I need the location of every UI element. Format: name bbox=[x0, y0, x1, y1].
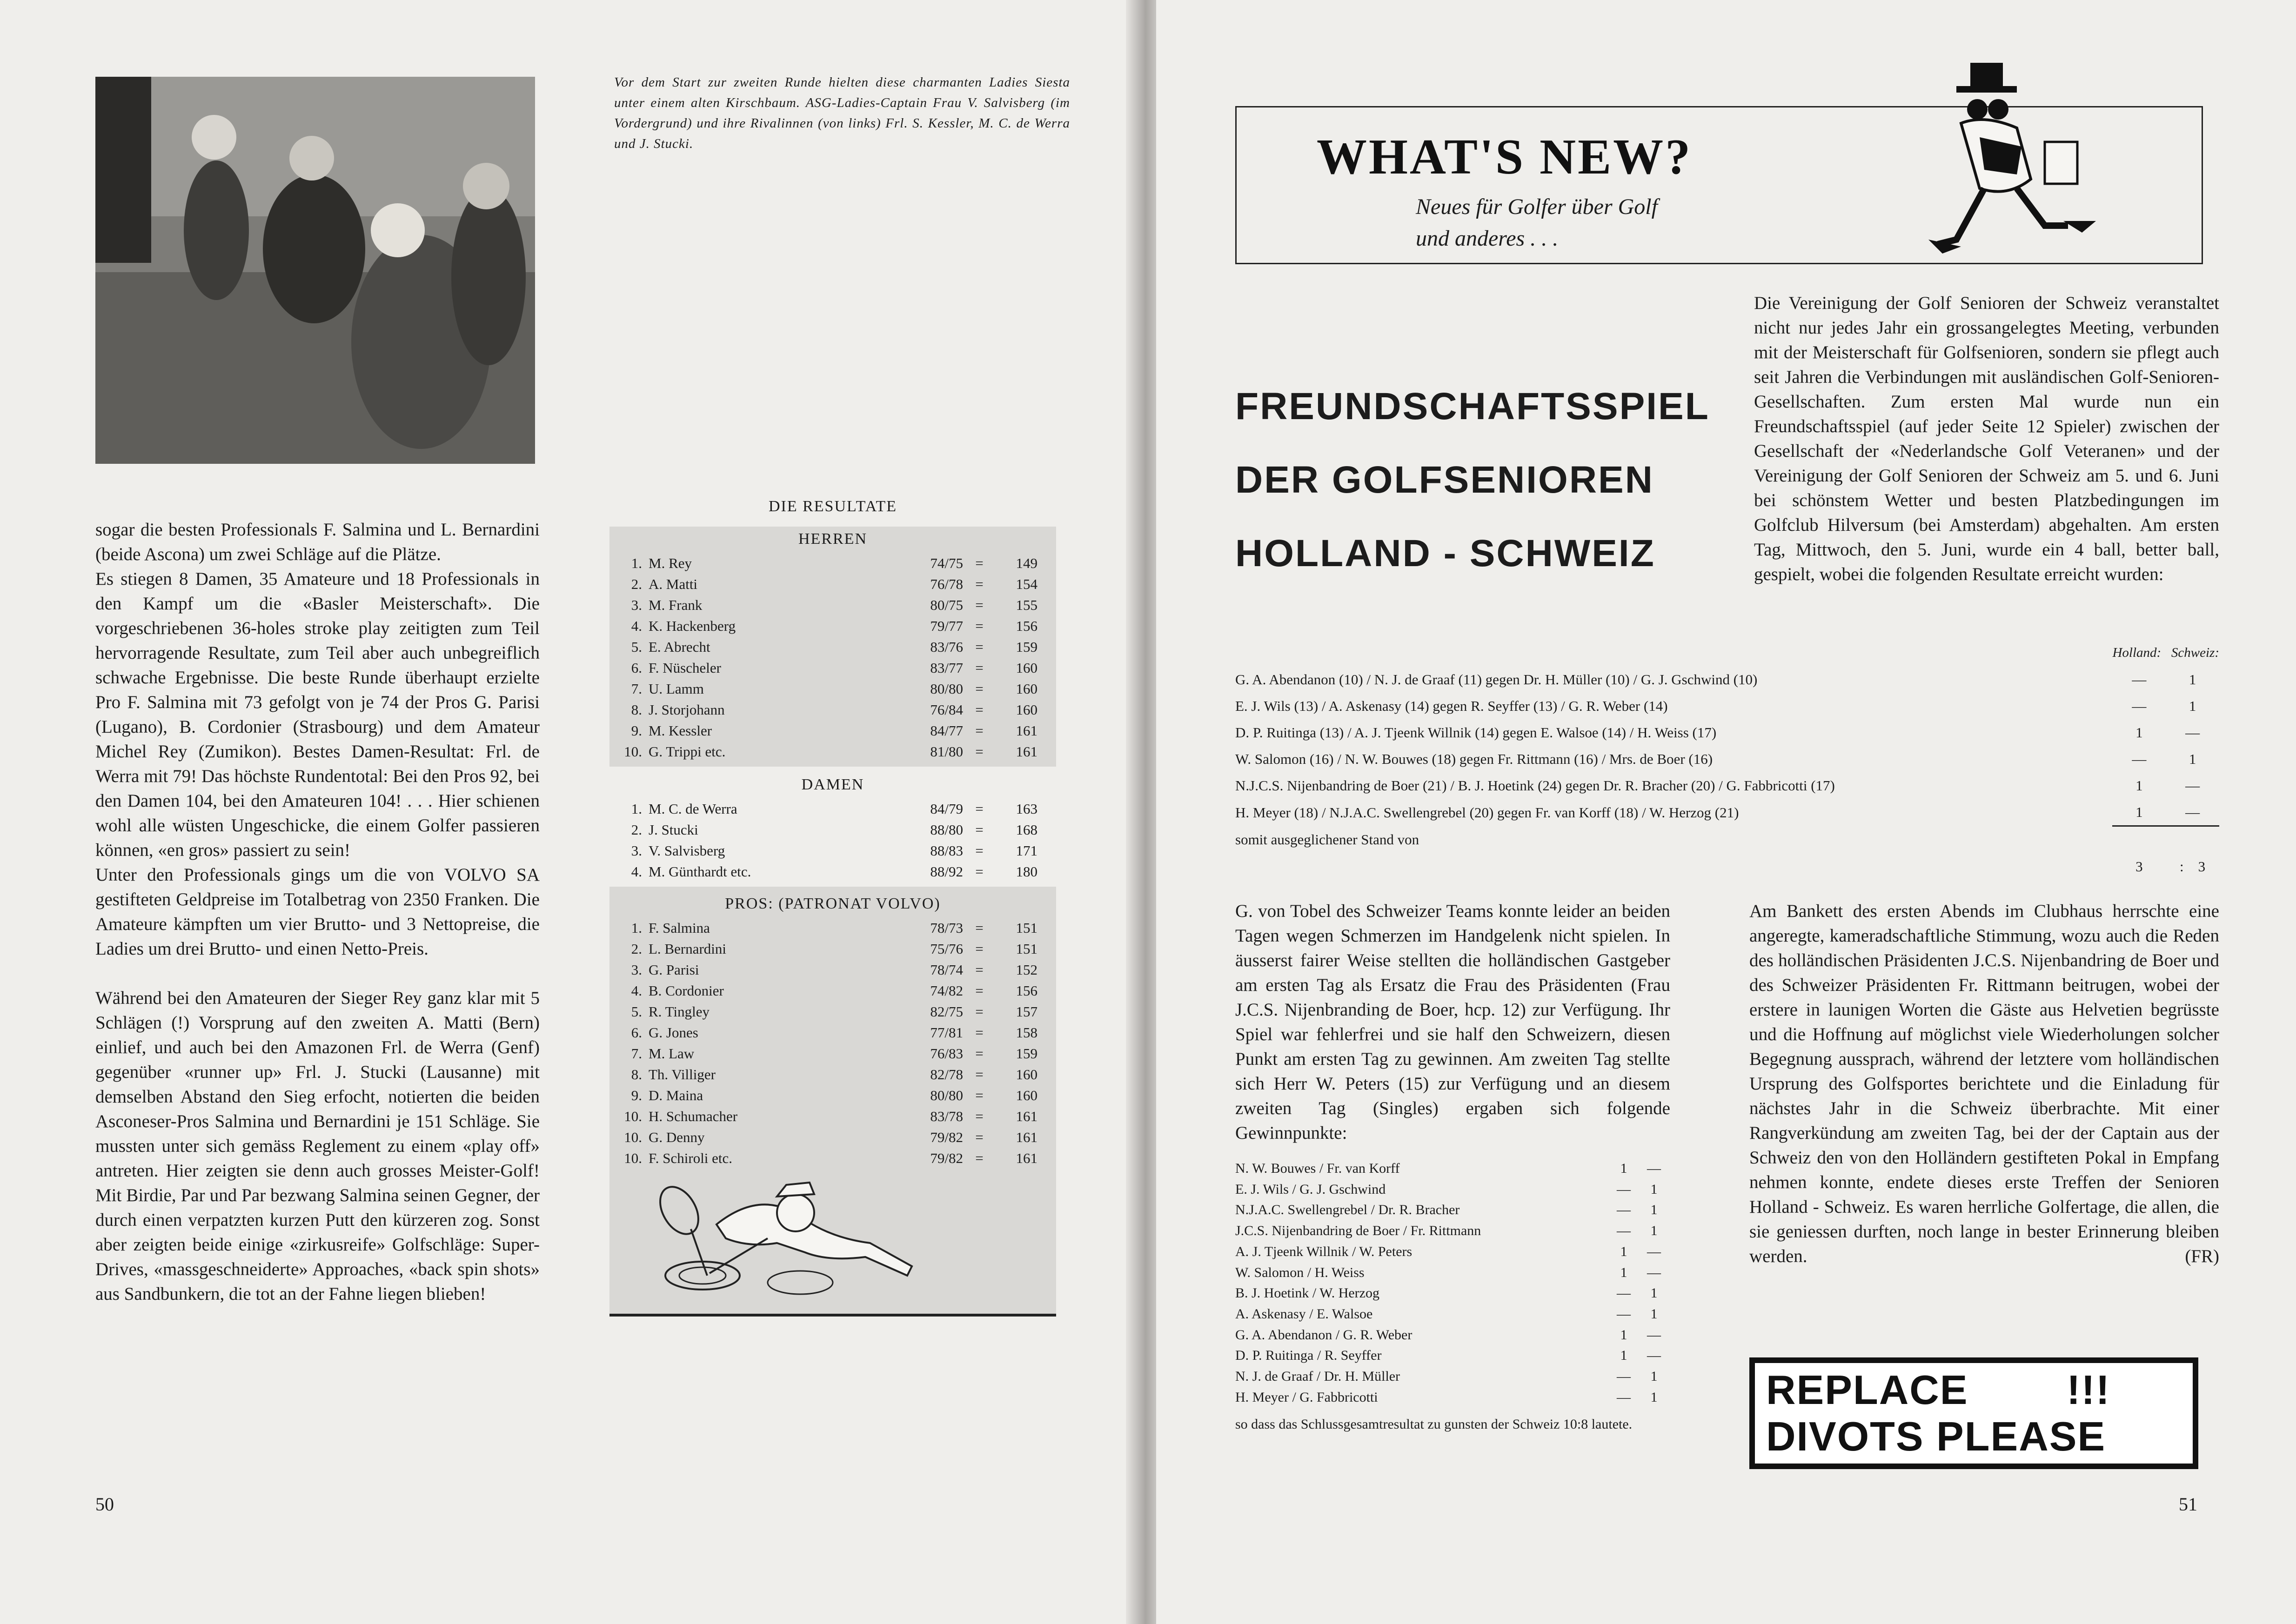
match-pairing: B. J. Hoetink / W. Herzog bbox=[1235, 1285, 1379, 1301]
damen-title: DAMEN bbox=[801, 776, 864, 793]
result-row bbox=[609, 720, 1056, 741]
result-equals: = bbox=[975, 1066, 984, 1083]
result-rank: 5. bbox=[631, 1003, 642, 1020]
match-pairing: A. J. Tjeenk Willnik / W. Peters bbox=[1235, 1243, 1412, 1259]
result-equals: = bbox=[975, 597, 984, 613]
result-equals: = bbox=[975, 555, 984, 571]
standing-row bbox=[1235, 826, 2219, 854]
result-rank: 3. bbox=[631, 597, 642, 613]
result-rank: 2. bbox=[631, 941, 642, 957]
result-scores: 83/78 bbox=[930, 1108, 963, 1124]
match-row bbox=[1235, 1325, 1670, 1346]
match-row bbox=[1235, 772, 2219, 799]
article-paragraph: Unter den Professionals gings um die von VOLVO SA gestifteten Geldpreise im Totalbetrag von 2350 Franken. Die Amateure kämpften um vier Brutto- und 3 Nettopreise, die Ladies um drei Brutto- und einen Netto-Preis. bbox=[95, 865, 540, 959]
result-row bbox=[609, 615, 1056, 636]
result-rank: 8. bbox=[631, 702, 642, 718]
holland-point: — bbox=[2132, 671, 2147, 688]
result-equals: = bbox=[975, 1087, 984, 1103]
replace-divots-box bbox=[1749, 1357, 2198, 1469]
result-rank: 8. bbox=[631, 1066, 642, 1083]
match-pairing: A. Askenasy / E. Walsoe bbox=[1235, 1306, 1373, 1322]
result-rank: 1. bbox=[631, 801, 642, 817]
golfer-putting-icon bbox=[609, 1169, 1056, 1308]
result-equals: = bbox=[975, 1129, 984, 1145]
replace-line-1: REPLACE !!! bbox=[1766, 1367, 2110, 1413]
result-total: 161 bbox=[1016, 1150, 1038, 1166]
result-row bbox=[609, 980, 1056, 1001]
result-total: 160 bbox=[1016, 1066, 1038, 1083]
schweiz-point: 1 bbox=[2189, 698, 2196, 714]
result-total: 149 bbox=[1016, 555, 1038, 571]
schweiz-point: 1 bbox=[1650, 1389, 1658, 1405]
result-total: 156 bbox=[1016, 982, 1038, 999]
holland-point: — bbox=[1617, 1285, 1631, 1301]
result-rank: 7. bbox=[631, 1045, 642, 1062]
results-section bbox=[609, 498, 1056, 1317]
left-page bbox=[0, 0, 1135, 1624]
result-rank: 10. bbox=[624, 1108, 642, 1124]
result-total: 156 bbox=[1016, 618, 1038, 634]
match-row bbox=[1235, 1304, 1670, 1325]
result-scores: 79/82 bbox=[930, 1129, 963, 1145]
result-name: Th. Villiger bbox=[649, 1066, 716, 1083]
result-equals: = bbox=[975, 941, 984, 957]
result-row bbox=[609, 819, 1056, 840]
match-row bbox=[1235, 1200, 1670, 1221]
result-name: F. Nüscheler bbox=[649, 660, 721, 676]
headline-line: FREUNDSCHAFTSSPIEL bbox=[1235, 385, 1710, 428]
schweiz-point: 1 bbox=[1650, 1285, 1658, 1301]
holland-point: 1 bbox=[2135, 804, 2143, 820]
holland-header: Holland: bbox=[2112, 645, 2162, 660]
headline-line: HOLLAND - SCHWEIZ bbox=[1235, 532, 1655, 575]
match-row bbox=[1235, 1221, 1670, 1242]
page-number: 50 bbox=[95, 1494, 114, 1515]
schweiz-point: 1 bbox=[2189, 751, 2196, 767]
result-scores: 82/75 bbox=[930, 1003, 963, 1020]
match-pairing: W. Salomon (16) / N. W. Bouwes (18) gegen Fr. Rittmann (16) / Mrs. de Boer (16) bbox=[1235, 751, 1713, 767]
result-row bbox=[609, 595, 1056, 615]
result-name: M. C. de Werra bbox=[649, 801, 737, 817]
binocular-man-cartoon bbox=[1928, 58, 2133, 281]
match-pairing: D. P. Ruitinga / R. Seyffer bbox=[1235, 1348, 1382, 1363]
pros-title: PROS: (PATRONAT VOLVO) bbox=[725, 895, 941, 912]
schweiz-header: Schweiz: bbox=[2171, 645, 2219, 660]
result-row bbox=[609, 657, 1056, 678]
result-name: G. Parisi bbox=[649, 962, 699, 978]
herren-block bbox=[609, 527, 1056, 767]
damen-block bbox=[609, 767, 1056, 887]
bankett-text bbox=[1749, 899, 2219, 1269]
holland-point: 1 bbox=[1620, 1327, 1627, 1343]
result-total: 160 bbox=[1016, 660, 1038, 676]
result-equals: = bbox=[975, 660, 984, 676]
match-pairing: G. A. Abendanon (10) / N. J. de Graaf (11) gegen Dr. H. Müller (10) / G. J. Gschwind (10) bbox=[1235, 671, 1758, 688]
schweiz-point: 1 bbox=[2189, 671, 2196, 688]
result-row bbox=[609, 1022, 1056, 1043]
result-rank: 4. bbox=[631, 982, 642, 999]
result-scores: 88/92 bbox=[930, 863, 963, 880]
result-name: G. Denny bbox=[649, 1129, 705, 1145]
result-row bbox=[609, 917, 1056, 938]
result-row bbox=[609, 1127, 1056, 1148]
result-name: A. Matti bbox=[649, 576, 698, 592]
match-row bbox=[1235, 719, 2219, 746]
results-title: DIE RESULTATE bbox=[768, 498, 897, 515]
ladies-photo bbox=[95, 77, 535, 464]
result-name: M. Rey bbox=[649, 555, 692, 571]
result-scores: 80/75 bbox=[930, 597, 963, 613]
result-total: 159 bbox=[1016, 1045, 1038, 1062]
schweiz-point: — bbox=[1647, 1161, 1661, 1176]
result-name: R. Tingley bbox=[649, 1003, 710, 1020]
match-row bbox=[1235, 1366, 1670, 1387]
binocular-man-icon bbox=[1928, 58, 2133, 281]
result-total: 159 bbox=[1016, 639, 1038, 655]
result-row bbox=[609, 938, 1056, 959]
schweiz-point: 1 bbox=[1650, 1181, 1658, 1197]
result-scores: 88/80 bbox=[930, 822, 963, 838]
result-rank: 2. bbox=[631, 576, 642, 592]
result-name: H. Schumacher bbox=[649, 1108, 738, 1124]
pros-block bbox=[609, 887, 1056, 1314]
result-scores: 84/79 bbox=[930, 801, 963, 817]
match-pairing: E. J. Wils (13) / A. Askenasy (14) gegen R. Seyffer (13) / G. R. Weber (14) bbox=[1235, 698, 1668, 714]
result-total: 180 bbox=[1016, 863, 1038, 880]
result-row bbox=[609, 1085, 1056, 1106]
result-rank: 7. bbox=[631, 681, 642, 697]
holland-point: 1 bbox=[2135, 724, 2143, 741]
result-scores: 76/78 bbox=[930, 576, 963, 592]
article-paragraph: Während bei den Amateuren der Sieger Rey ganz klar mit 5 Schlägen (!) Vorsprung auf den zweiten A. Matti (Bern) einlief, und auch bei den Amazonen Frl. de Werra (Genf) gegenüber «runner up» Frl. J. Stucki (Lausanne) mit demselben Abstand den Sieg erfocht, notierten die beiden Asconeser-Pros Salmina und Bernardini je 151 Schläge. Sie mussten unter sich gemäss Reglement zu einem «play off» antreten. Hier zeigten sie denn auch grosses Meister-Golf! Mit Birdie, Par und Par bezwang Salmina seinen Gegner, der durch einen verpatzten kurzen Putt den kürzeren zog. Sonst aber zeigten beide einige «zirkusreife» Golfschläge: Super-Drives, «massgeschneiderte» Approaches, «back spin shots» aus Sandbunkern, die tot an der Fahne liegen blieben! bbox=[95, 988, 540, 1304]
result-rank: 1. bbox=[631, 920, 642, 936]
result-scores: 80/80 bbox=[930, 1087, 963, 1103]
result-name: J. Stucki bbox=[649, 822, 698, 838]
herren-title: HERREN bbox=[798, 530, 867, 548]
schweiz-point: 1 bbox=[1650, 1223, 1658, 1239]
singles-results bbox=[1235, 1158, 1670, 1435]
result-equals: = bbox=[975, 1003, 984, 1020]
result-rank: 3. bbox=[631, 842, 642, 859]
result-scores: 76/83 bbox=[930, 1045, 963, 1062]
result-name: G. Jones bbox=[649, 1024, 698, 1041]
match-pairing: W. Salomon / H. Weiss bbox=[1235, 1264, 1365, 1280]
holland-point: — bbox=[1617, 1389, 1631, 1405]
match-row bbox=[1235, 1387, 1670, 1408]
result-equals: = bbox=[975, 863, 984, 880]
result-row bbox=[609, 636, 1056, 657]
match-pairing: N. J. de Graaf / Dr. H. Müller bbox=[1235, 1369, 1400, 1384]
holland-schweiz-header bbox=[2112, 640, 2219, 666]
schweiz-point: — bbox=[2185, 724, 2200, 741]
standing-separator: : bbox=[2180, 858, 2184, 875]
result-rank: 9. bbox=[631, 1087, 642, 1103]
intro-text: Die Vereinigung der Golf Senioren der Schweiz veranstaltet nicht nur jedes Jahr ein grossangelegtes Meeting, verbunden mit der Meisterschaft für Golfsenioren, sondern sie pflegt auch seit Jahren die Verbindungen mit ausländischen Golf-Senioren-Gesellschaften. Zum ersten Mal wurde nun ein Freundschaftsspiel (auf jeder Seite 12 Spieler) zwischen der Gesellschaft der «Nederlandsche Golf Veteranen» und der Vereinigung der Golf Senioren der Schweiz am 5. und 6. Juni bei schönstem Wetter und besten Platzbedingungen im Golfclub Hilversum (bei Amsterdam) abgehalten. Am ersten Tag, Mittwoch, den 5. Juni, wurde ein 4 ball, better ball, gespielt, wobei die folgenden Resultate erreicht wurden: bbox=[1754, 293, 2219, 584]
result-row bbox=[609, 1106, 1056, 1127]
result-rank: 5. bbox=[631, 639, 642, 655]
result-scores: 74/75 bbox=[930, 555, 963, 571]
result-name: M. Frank bbox=[649, 597, 703, 613]
result-name: U. Lamm bbox=[649, 681, 704, 697]
article-headline bbox=[1235, 370, 1710, 590]
result-equals: = bbox=[975, 920, 984, 936]
result-total: 161 bbox=[1016, 743, 1038, 760]
article-paragraph: Es stiegen 8 Damen, 35 Amateure und 18 Professionals in den Kampf um die «Basler Meisterschaft». Die vorgeschriebenen 36-holes stroke play zeitigten zum Teil hervorragende Resultate, zum Teil aber auch unbegreiflich schwache Ergebnisse. Die beste Runde überhaupt erzielte Pro F. Salmina mit 73 gefolgt von je 74 der Pros G. Parisi (Lugano), B. Cordonier (Strasbourg) und dem Amateur Michel Rey (Zumikon). Bestes Damen-Resultat: Frl. de Werra mit 79! Das höchste Rundentotal: Bei den Pros 92, bei den Damen 104, bei den Amateuren 104! . . . Hier schienen wohl alle wüsten Ungeschicke, die einem Golfer passieren können, «en gros» passiert zu sein! bbox=[95, 569, 540, 860]
result-scores: 84/77 bbox=[930, 722, 963, 739]
holland-point: — bbox=[1617, 1369, 1631, 1384]
result-row bbox=[609, 553, 1056, 574]
result-total: 151 bbox=[1016, 920, 1038, 936]
result-equals: = bbox=[975, 639, 984, 655]
match-pairing: N.J.A.C. Swellengrebel / Dr. R. Bracher bbox=[1235, 1202, 1460, 1218]
bankett-paragraph: Am Bankett des ersten Abends im Clubhaus herrschte eine angeregte, kameradschaftliche Stimmung, wozu auch die Reden des holländischen Präsidenten J.C.S. Nijenbandring de Boer und des Schweizer Präsidenten Fr. Rittmann beitrugen, wobei der erstere in launigen Worten die Gäste aus Helvetien begrüsste und die Hoffnung auf möglichst viele Wiederholungen solcher Begegnung aussprach, während der letztere vom holländischen Ursprung des Golfsportes berichtete und die Einladung für nächstes Jahr in die Schweiz überbrachte. Mit einer Rangverkündung am zweiten Tag, bei der der Captain aus der Schweiz den von den Holländern gestifteten Pokal in Empfang nehmen konnte, endete dieses erste Treffen der Senioren Holland - Schweiz. Es waren herrliche Golfertage, die allen, die sie geniessen durften, noch lange in bester Erinnerung bleiben werden. bbox=[1749, 901, 2219, 1266]
right-page bbox=[1156, 0, 2296, 1624]
result-row bbox=[609, 959, 1056, 980]
golfer-cartoon bbox=[609, 1169, 1056, 1308]
standing-schweiz bbox=[2166, 853, 2219, 880]
result-equals: = bbox=[975, 982, 984, 999]
result-row bbox=[609, 699, 1056, 720]
result-equals: = bbox=[975, 842, 984, 859]
result-row bbox=[609, 741, 1056, 762]
result-name: M. Günthardt etc. bbox=[649, 863, 751, 880]
result-total: 160 bbox=[1016, 1087, 1038, 1103]
match-pairing: N. W. Bouwes / Fr. van Korff bbox=[1235, 1161, 1400, 1176]
result-rank: 4. bbox=[631, 863, 642, 880]
match-pairing: G. A. Abendanon / G. R. Weber bbox=[1235, 1327, 1412, 1343]
result-rank: 9. bbox=[631, 722, 642, 739]
holland-point: — bbox=[1617, 1181, 1631, 1197]
schweiz-point: — bbox=[1647, 1264, 1661, 1280]
holland-point: 1 bbox=[1620, 1161, 1627, 1176]
result-name: E. Abrecht bbox=[649, 639, 710, 655]
match-pairing: H. Meyer (18) / N.J.A.C. Swellengrebel (20) gegen Fr. van Korff (18) / W. Herzog (21) bbox=[1235, 804, 1739, 821]
match-row bbox=[1235, 1179, 1670, 1200]
schweiz-point: — bbox=[1647, 1243, 1661, 1259]
standing-label: somit ausgeglichener Stand von bbox=[1235, 831, 1419, 848]
result-equals: = bbox=[975, 822, 984, 838]
result-row bbox=[609, 574, 1056, 595]
subtitle-line: und anderes . . . bbox=[1416, 226, 1559, 251]
schweiz-point: — bbox=[1647, 1327, 1661, 1343]
result-row bbox=[609, 861, 1056, 882]
result-equals: = bbox=[975, 576, 984, 592]
replace-line-2: DIVOTS PLEASE bbox=[1766, 1413, 2106, 1459]
article-text bbox=[95, 517, 540, 1306]
result-scores: 75/76 bbox=[930, 941, 963, 957]
result-scores: 80/80 bbox=[930, 681, 963, 697]
result-scores: 83/77 bbox=[930, 660, 963, 676]
herren-table bbox=[609, 553, 1056, 762]
result-scores: 83/76 bbox=[930, 639, 963, 655]
result-equals: = bbox=[975, 743, 984, 760]
result-total: 171 bbox=[1016, 842, 1038, 859]
result-name: L. Bernardini bbox=[649, 941, 727, 957]
match-row bbox=[1235, 1263, 1670, 1283]
schweiz-point: 1 bbox=[1650, 1369, 1658, 1384]
match-pairing: J.C.S. Nijenbandring de Boer / Fr. Rittmann bbox=[1235, 1223, 1481, 1239]
match-pairing: E. J. Wils / G. J. Gschwind bbox=[1235, 1181, 1386, 1197]
result-name: D. Maina bbox=[649, 1087, 703, 1103]
result-name: G. Trippi etc. bbox=[649, 743, 726, 760]
schweiz-point: — bbox=[1647, 1348, 1661, 1363]
standing-holland: 3 bbox=[2135, 858, 2143, 875]
holland-point: 1 bbox=[1620, 1348, 1627, 1363]
match-row bbox=[1235, 666, 2219, 693]
result-rank: 1. bbox=[631, 555, 642, 571]
result-equals: = bbox=[975, 722, 984, 739]
result-row bbox=[609, 798, 1056, 819]
result-name: J. Storjohann bbox=[649, 702, 725, 718]
holland-point: — bbox=[2132, 698, 2147, 714]
result-row bbox=[609, 1043, 1056, 1064]
result-equals: = bbox=[975, 801, 984, 817]
result-equals: = bbox=[975, 702, 984, 718]
match-row bbox=[1235, 1242, 1670, 1263]
whats-new-title: WHAT'S NEW? bbox=[1317, 129, 1693, 185]
result-equals: = bbox=[975, 681, 984, 697]
result-total: 161 bbox=[1016, 1108, 1038, 1124]
result-name: F. Salmina bbox=[649, 920, 710, 936]
damen-table bbox=[609, 798, 1056, 882]
result-name: M. Law bbox=[649, 1045, 695, 1062]
result-scores: 79/77 bbox=[930, 618, 963, 634]
singles-table bbox=[1235, 1158, 1670, 1408]
result-rank: 10. bbox=[624, 1150, 642, 1166]
final-note: so dass das Schlussgesamtresultat zu gunsten der Schweiz 10:8 lautete. bbox=[1235, 1417, 1633, 1432]
result-equals: = bbox=[975, 962, 984, 978]
four-ball-results bbox=[1235, 640, 2219, 880]
match-pairing: D. P. Ruitinga (13) / A. J. Tjeenk Willnik (14) gegen E. Walsoe (14) / H. Weiss (17) bbox=[1235, 724, 1717, 741]
result-scores: 74/82 bbox=[930, 982, 963, 999]
standing-schweiz-value: 3 bbox=[2198, 858, 2206, 875]
pros-table bbox=[609, 917, 1056, 1169]
holland-point: 1 bbox=[1620, 1243, 1627, 1259]
result-name: V. Salvisberg bbox=[649, 842, 725, 859]
holland-point: 1 bbox=[2135, 777, 2143, 794]
result-total: 158 bbox=[1016, 1024, 1038, 1041]
schweiz-point: — bbox=[2185, 777, 2200, 794]
result-row bbox=[609, 1001, 1056, 1022]
result-scores: 88/83 bbox=[930, 842, 963, 859]
result-equals: = bbox=[975, 1024, 984, 1041]
result-total: 160 bbox=[1016, 681, 1038, 697]
result-equals: = bbox=[975, 1150, 984, 1166]
result-rank: 4. bbox=[631, 618, 642, 634]
result-rank: 10. bbox=[624, 743, 642, 760]
result-row bbox=[609, 840, 1056, 861]
result-rank: 6. bbox=[631, 1024, 642, 1041]
standing-values-row bbox=[1235, 853, 2219, 880]
holland-point: — bbox=[1617, 1306, 1631, 1322]
holland-point: 1 bbox=[1620, 1264, 1627, 1280]
result-name: K. Hackenberg bbox=[649, 618, 736, 634]
result-scores: 77/81 bbox=[930, 1024, 963, 1041]
whats-new-subtitle bbox=[1416, 191, 1658, 254]
schweiz-point: — bbox=[2185, 804, 2200, 820]
schweiz-point: 1 bbox=[1650, 1202, 1658, 1218]
result-rank: 10. bbox=[624, 1129, 642, 1145]
subtitle-line: Neues für Golfer über Golf bbox=[1416, 194, 1658, 219]
result-scores: 76/84 bbox=[930, 702, 963, 718]
result-total: 163 bbox=[1016, 801, 1038, 817]
match-row bbox=[1235, 1158, 1670, 1179]
matches-table bbox=[1235, 640, 2219, 880]
photo-caption: Vor dem Start zur zweiten Runde hielten diese charmanten Ladies Siesta unter einem alten Kirschbaum. ASG-Ladies-Captain Frau V. Salvisberg (im Vordergrund) und ihre Rivalinnen (von links) Frl. S. Kessler, M. C. de Werra und J. Stucki. bbox=[614, 75, 1070, 151]
result-scores: 78/74 bbox=[930, 962, 963, 978]
result-name: M. Kessler bbox=[649, 722, 712, 739]
result-rank: 3. bbox=[631, 962, 642, 978]
holland-point: — bbox=[2132, 751, 2147, 767]
result-equals: = bbox=[975, 618, 984, 634]
result-total: 168 bbox=[1016, 822, 1038, 838]
schweiz-point: 1 bbox=[1650, 1306, 1658, 1322]
headline-line: DER GOLFSENIOREN bbox=[1235, 459, 1654, 501]
result-total: 161 bbox=[1016, 1129, 1038, 1145]
match-row bbox=[1235, 1283, 1670, 1304]
holland-point: — bbox=[1617, 1202, 1631, 1218]
result-rank: 2. bbox=[631, 822, 642, 838]
match-row bbox=[1235, 1345, 1670, 1366]
page-number: 51 bbox=[2179, 1494, 2197, 1515]
result-total: 151 bbox=[1016, 941, 1038, 957]
article-paragraph: sogar die besten Professionals F. Salmina und L. Bernardini (beide Ascona) um zwei Schläge auf die Plätze. bbox=[95, 520, 540, 564]
result-row bbox=[609, 1148, 1056, 1169]
result-total: 155 bbox=[1016, 597, 1038, 613]
result-scores: 82/78 bbox=[930, 1066, 963, 1083]
result-total: 157 bbox=[1016, 1003, 1038, 1020]
result-scores: 79/82 bbox=[930, 1150, 963, 1166]
result-total: 161 bbox=[1016, 722, 1038, 739]
result-total: 152 bbox=[1016, 962, 1038, 978]
result-rank: 6. bbox=[631, 660, 642, 676]
result-equals: = bbox=[975, 1108, 984, 1124]
holland-point: — bbox=[1617, 1223, 1631, 1239]
result-row bbox=[609, 678, 1056, 699]
match-row bbox=[1235, 693, 2219, 719]
match-pairing: H. Meyer / G. Fabbricotti bbox=[1235, 1389, 1378, 1405]
match-row bbox=[1235, 799, 2219, 826]
result-row bbox=[609, 1064, 1056, 1085]
result-equals: = bbox=[975, 1045, 984, 1062]
result-name: F. Schiroli etc. bbox=[649, 1150, 733, 1166]
result-name: B. Cordonier bbox=[649, 982, 724, 999]
result-scores: 81/80 bbox=[930, 743, 963, 760]
author-signature: (FR) bbox=[2185, 1246, 2219, 1266]
result-scores: 78/73 bbox=[930, 920, 963, 936]
tobel-text: G. von Tobel des Schweizer Teams konnte leider an beiden Tagen wegen Schmerzen im Handgelenk nicht spielen. In äusserst fairer Weise stellten die holländischen Gastgeber am ersten Tag als Ersatz die Frau des Präsidenten (Frau J.C.S. Nijenbranding de Boer, hcp. 12) zur Verfügung. Ihr Spiel war fehlerfrei und sie half den Schweizern, diesen Punkt am ersten Tag zu gewinnen. Am zweiten Tag stellte sich Herr W. Peters (15) zur Verfügung und an diesem zweiten Tag (Singles) ergaben sich folgende Gewinnpunkte: bbox=[1235, 901, 1670, 1143]
match-pairing: N.J.C.S. Nijenbandring de Boer (21) / B. J. Hoetink (24) gegen Dr. R. Bracher (20) / G. Fabbricotti (17) bbox=[1235, 777, 1835, 794]
result-total: 154 bbox=[1016, 576, 1038, 592]
results-bottom-rule bbox=[609, 1314, 1056, 1317]
result-total: 160 bbox=[1016, 702, 1038, 718]
match-row bbox=[1235, 746, 2219, 772]
